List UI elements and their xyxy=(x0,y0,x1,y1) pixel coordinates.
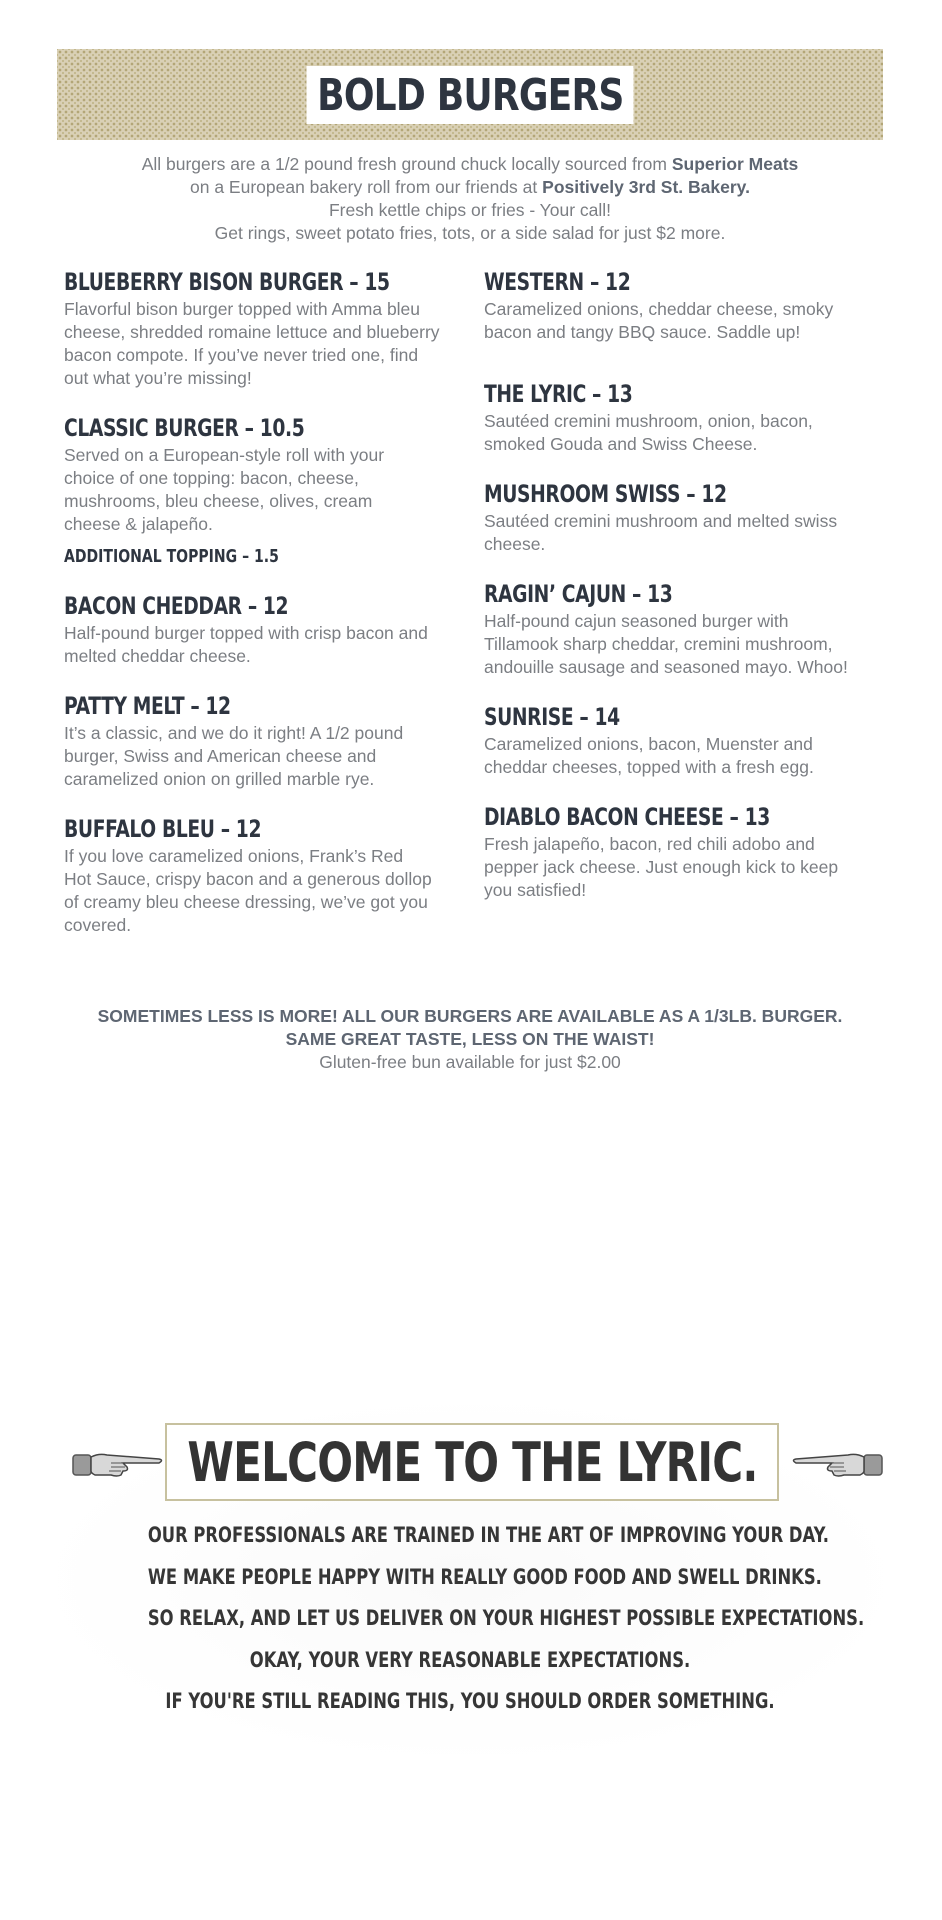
menu-item-title: CLASSIC BURGER – 10.5 xyxy=(64,414,305,442)
gluten-free-note: Gluten-free bun available for just $2.00 xyxy=(319,1052,621,1072)
menu-item-description: Fresh jalapeño, bacon, red chili adobo and pepper jack cheese. Just enough kick to keep you satisfied! xyxy=(484,834,839,900)
menu-item-description: It’s a classic, and we do it right! A 1/2 pound burger, Swiss and American cheese and caramelized onion on grilled marble rye. xyxy=(64,723,404,789)
size-note xyxy=(57,1005,883,1074)
size-note-line-1: SOMETIMES LESS IS MORE! ALL OUR BURGERS ARE AVAILABLE AS A 1/3LB. BURGER. xyxy=(97,1006,843,1026)
menu-item xyxy=(484,703,864,779)
menu-item-description: Half-pound cajun seasoned burger with Tillamook sharp cheddar, cremini mushroom, andouille sausage and seasoned mayo. Whoo! xyxy=(484,611,848,677)
bakery-name: Positively 3rd St. Bakery. xyxy=(542,177,750,197)
menu-item-description: Flavorful bison burger topped with Amma bleu cheese, shredded romaine lettuce and blueberry bacon compote. If you’ve never tried one, find out what you’re missing! xyxy=(64,299,440,388)
welcome-title: WELCOME TO THE LYRIC. xyxy=(186,1430,758,1494)
menu-item-title: BACON CHEDDAR – 12 xyxy=(64,592,289,620)
welcome-title-box xyxy=(165,1423,779,1501)
welcome-line: OKAY, YOUR VERY REASONABLE EXPECTATIONS. xyxy=(249,1647,691,1672)
menu-item-description: Caramelized onions, bacon, Muenster and cheddar cheeses, topped with a fresh egg. xyxy=(484,734,814,777)
header-banner xyxy=(57,49,883,140)
menu-column-left xyxy=(64,268,444,961)
menu-item xyxy=(484,580,864,679)
menu-item-title: THE LYRIC – 13 xyxy=(484,380,633,408)
menu-item xyxy=(64,592,444,668)
menu-item-description: Sautéed cremini mushroom and melted swiss cheese. xyxy=(484,511,838,554)
additional-topping-price: ADDITIONAL TOPPING – 1.5 xyxy=(64,546,279,567)
menu-item-description: Served on a European-style roll with your choice of one topping: bacon, cheese, mushrooms, bleu cheese, olives, cream cheese & jalapeño. xyxy=(64,445,385,534)
intro-line-1 xyxy=(57,153,883,176)
menu-item-title: WESTERN – 12 xyxy=(484,268,631,296)
welcome-line: IF YOU'RE STILL READING THIS, YOU SHOULD ORDER SOMETHING. xyxy=(165,1689,775,1713)
menu-item-title: PATTY MELT – 12 xyxy=(64,692,231,720)
menu-item-title: BLUEBERRY BISON BURGER – 15 xyxy=(64,268,390,296)
supplier-name: Superior Meats xyxy=(671,154,799,174)
size-note-line-2: SAME GREAT TASTE, LESS ON THE WAIST! xyxy=(285,1029,655,1049)
menu-item-description: Sautéed cremini mushroom, onion, bacon, smoked Gouda and Swiss Cheese. xyxy=(484,411,813,454)
intro-line-3: Fresh kettle chips or fries - Your call! xyxy=(328,200,612,220)
menu-item-title: MUSHROOM SWISS – 12 xyxy=(484,480,727,508)
menu-item xyxy=(484,803,864,902)
menu-item-title: SUNRISE – 14 xyxy=(484,703,620,731)
menu-item xyxy=(64,815,444,937)
title-box xyxy=(307,66,634,124)
intro-line-2 xyxy=(57,176,883,199)
menu-item xyxy=(64,692,444,791)
menu-column-right xyxy=(484,268,864,926)
welcome-line: WE MAKE PEOPLE HAPPY WITH REALLY GOOD FOOD AND SWELL DRINKS. xyxy=(147,1564,822,1589)
page-title: BOLD BURGERS xyxy=(316,69,624,121)
intro-line-1-text: All burgers are a 1/2 pound fresh ground chuck locally sourced from xyxy=(141,154,672,174)
menu-item-description: If you love caramelized onions, Frank’s Red Hot Sauce, crispy bacon and a generous dollop of creamy bleu cheese dressing, we’ve got you covered. xyxy=(64,846,432,935)
intro-line-4: Get rings, sweet potato fries, tots, or a side salad for just $2 more. xyxy=(214,223,726,243)
menu-item xyxy=(484,480,864,556)
intro-text xyxy=(57,153,883,245)
menu-item-description: Caramelized onions, cheddar cheese, smoky bacon and tangy BBQ sauce. Saddle up! xyxy=(484,299,834,342)
pointing-hand-right-icon xyxy=(71,1443,166,1483)
menu-item xyxy=(64,414,444,568)
pointing-hand-left-icon xyxy=(789,1443,884,1483)
intro-line-2-text: on a European bakery roll from our friends at xyxy=(190,177,543,197)
welcome-line: SO RELAX, AND LET US DELIVER ON YOUR HIGHEST POSSIBLE EXPECTATIONS. xyxy=(147,1606,865,1630)
welcome-line: OUR PROFESSIONALS ARE TRAINED IN THE ART OF IMPROVING YOUR DAY. xyxy=(147,1523,830,1547)
menu-item-description: Half-pound burger topped with crisp bacon and melted cheddar cheese. xyxy=(64,623,428,666)
welcome-lines xyxy=(57,1515,883,1723)
menu-item xyxy=(64,268,444,390)
menu-item-title: BUFFALO BLEU – 12 xyxy=(64,815,262,843)
menu-item-title: DIABLO BACON CHEESE – 13 xyxy=(484,803,770,831)
welcome-section xyxy=(57,1405,883,1755)
menu-item xyxy=(484,268,864,344)
menu-item xyxy=(484,380,864,456)
menu-item-title: RAGIN’ CAJUN – 13 xyxy=(484,580,673,608)
